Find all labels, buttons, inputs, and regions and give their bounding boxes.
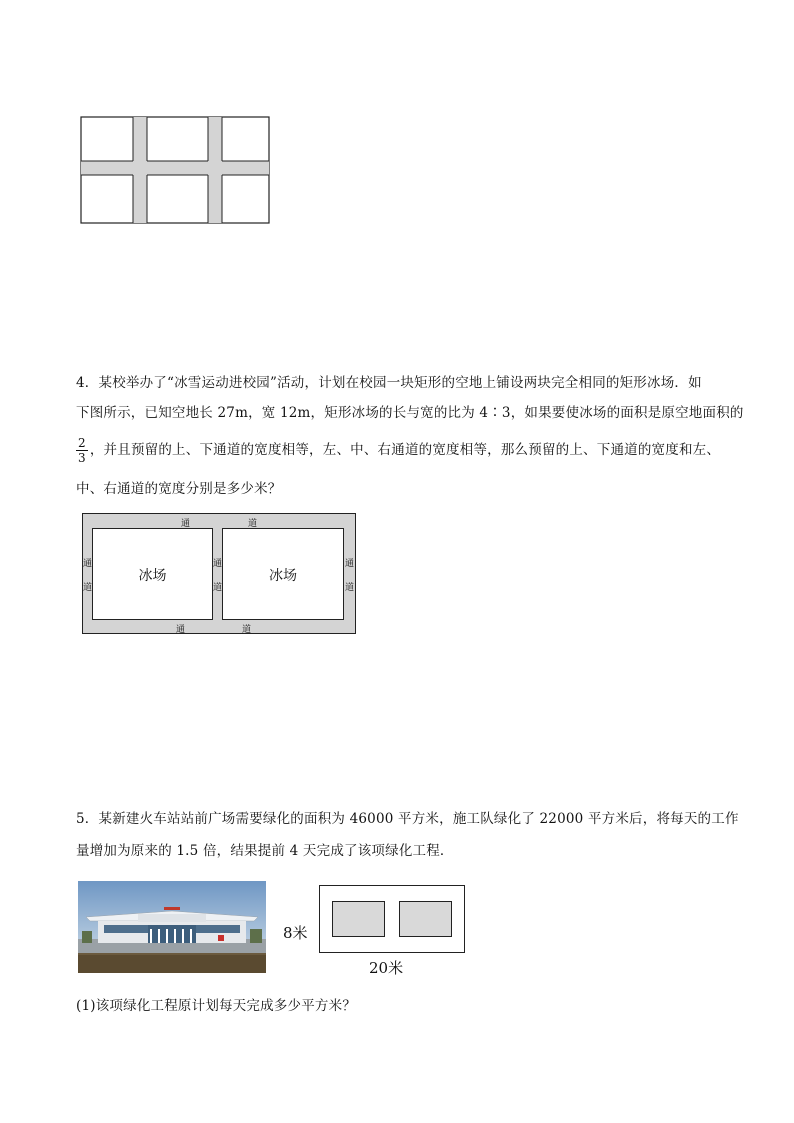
road-label-right-dao: 道: [345, 583, 355, 593]
road-label-right-tong: 通: [345, 559, 355, 569]
road-label-mid-dao: 道: [213, 583, 223, 593]
ice-rink-right: [222, 528, 344, 620]
width-dimension-label: 20米: [369, 959, 404, 977]
q5-subquestion-1: (1)该项绿化工程原计划每天完成多少平方米？: [76, 998, 357, 1014]
q5-line-1: 5．某新建火车站站前广场需要绿化的面积为 46000 平方米，施工队绿化了 22000 平方米后，将每天的工作: [76, 811, 739, 827]
road-label-top-dao: 道: [248, 519, 258, 529]
vertical-path-right: [208, 117, 222, 223]
road-label-left-dao: 道: [83, 583, 93, 593]
green-block-left: [332, 901, 385, 937]
road-label-bottom-dao: 道: [242, 625, 252, 635]
ice-rink-left: [92, 528, 213, 620]
plaza-diagram: [319, 885, 465, 953]
ice-rink-left-label: 冰场: [138, 568, 167, 584]
q4-line-3: $\frac{2}{3}$ ，并且预留的上、下通道的宽度相等，左、中、右通道的宽度相等，那么预留的上、下通道的宽度和左、: [78, 436, 721, 465]
q4-line-2: 下图所示，已知空地长 27m，宽 12m，矩形冰场的长与宽的比为 4∶3，如果要使冰场的面积是原空地面积的: [76, 405, 744, 421]
vertical-path-left: [133, 117, 147, 223]
ice-rink-diagram: [82, 513, 356, 634]
horizontal-path: [81, 161, 269, 175]
height-dimension-label: 8米: [283, 924, 308, 942]
q4-line-1: 4．某校举办了“冰雪运动进校园”活动，计划在校园一块矩形的空地上铺设两块完全相同的矩形冰场．如: [76, 375, 702, 391]
green-block-right: [399, 901, 452, 937]
ice-rink-right-label: 冰场: [269, 568, 297, 584]
road-label-top-tong: 通: [181, 519, 191, 529]
road-label-mid-tong: 通: [213, 559, 223, 569]
q4-line-4: 中、右通道的宽度分别是多少米？: [76, 481, 282, 497]
road-label-bottom-tong: 通: [176, 625, 186, 635]
cross-road-diagram: [80, 116, 272, 226]
road-label-left-tong: 通: [83, 559, 93, 569]
q5-line-2: 量增加为原来的 1.5 倍，结果提前 4 天完成了该项绿化工程．: [76, 843, 454, 859]
train-station-photo: [78, 881, 266, 973]
fraction-two-thirds: $\frac{2}{3}$: [78, 436, 86, 465]
